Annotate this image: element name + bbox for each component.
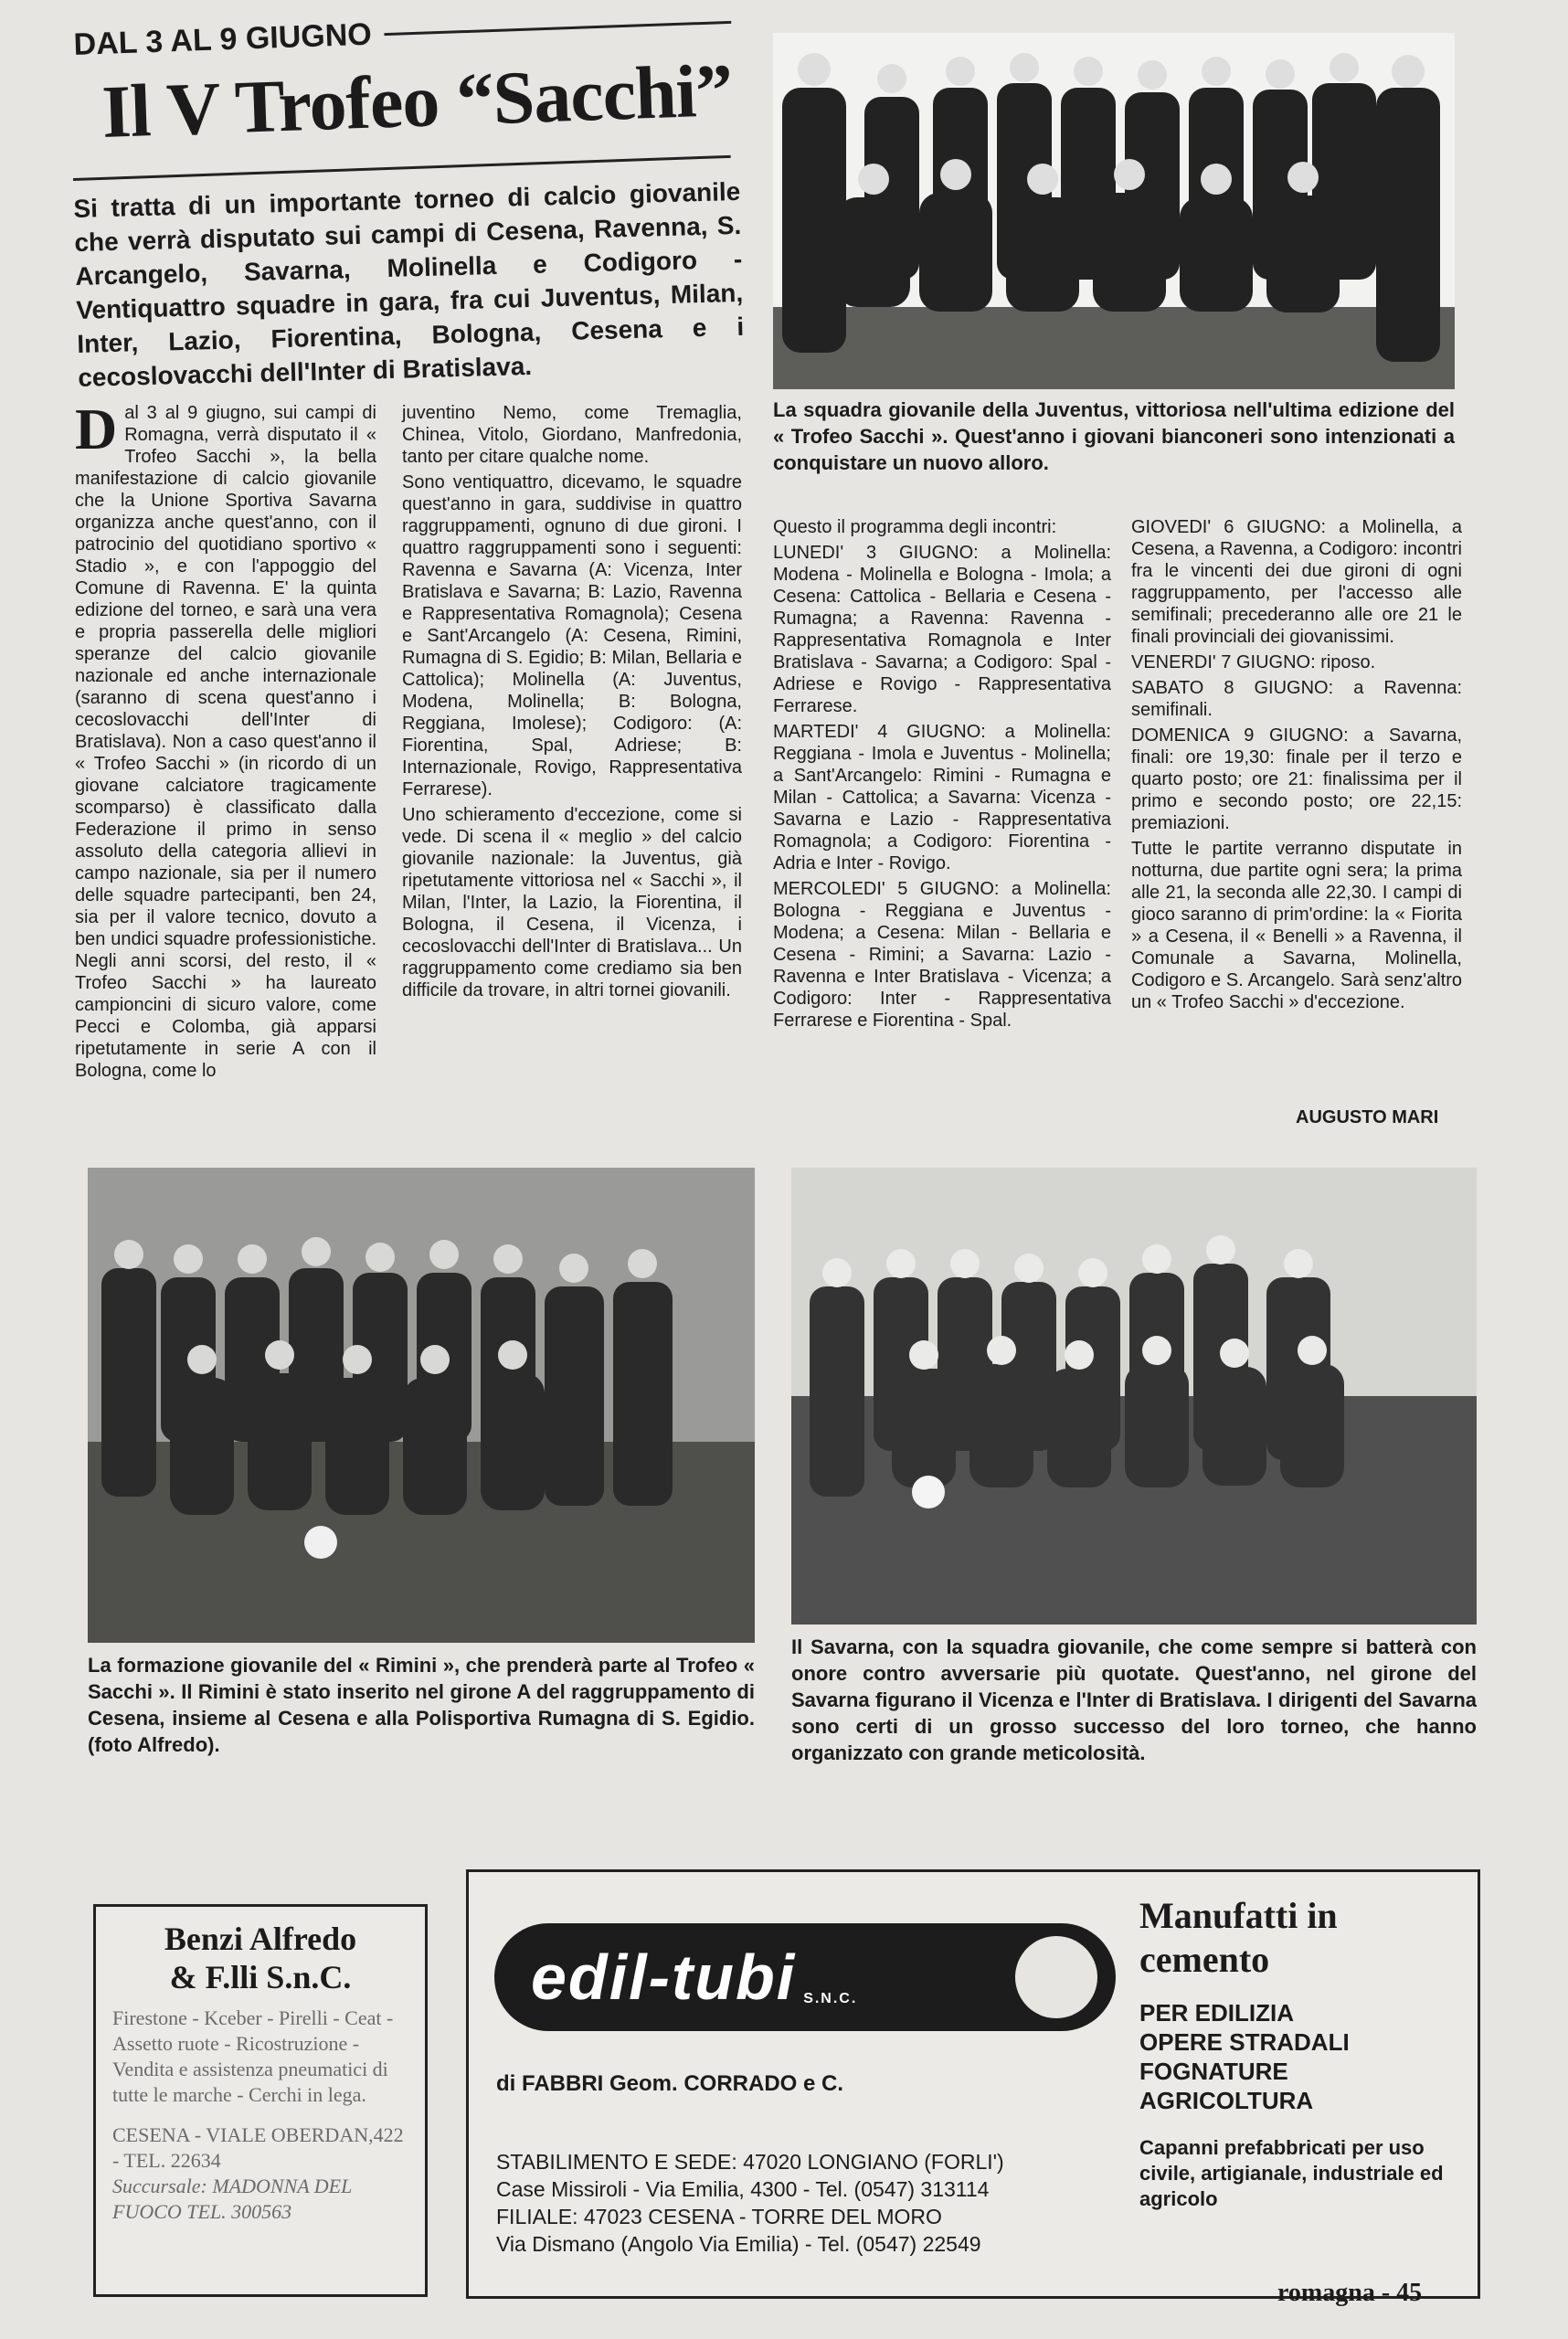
edil-tubi-pipe-icon (1015, 1936, 1097, 2018)
team-photo-illustration (88, 1168, 755, 1643)
article-title: Il V Trofeo “Sacchi” (101, 48, 734, 153)
ad-benzi-body: Firestone - Kceber - Pirelli - Ceat - Assetto ruote - Ricostruzione - Vendita e assistenza pneumatici di tutte le marche - Cerchi in lega. (112, 2006, 394, 2106)
ad-edil-tubi (466, 1869, 1480, 2299)
paragraph: MERCOLEDI' 5 GIUGNO: a Molinella: Bologna - Reggiana e Juventus - Modena; a Cesena: Milan - Bellaria e Cesena - Rimini; a Savarna: Lazio - Ravenna e Inter Bratislava - Vicenza; a Codigoro: Inter - Rappresentativa Ferrarese e Fiorentina - Spal. (773, 879, 1111, 1031)
caption-juventus: La squadra giovanile della Juventus, vittoriosa nell'ultima edizione del « Trofeo Sacchi ». Quest'anno i giovani bianconeri sono intenzionati a conquistare un nuovo alloro. (773, 398, 1455, 474)
edil-tubi-addresses (496, 2148, 1127, 2258)
paragraph: Sono ventiquattro, dicevamo, le squadre quest'anno in gara, suddivise in quattro raggruppamenti, ognuno di due gironi. I quattro raggruppamenti sono i seguenti: Ravenna e Savarna (A: Vicenza, Inter Bratislava e Savarna; B: Lazio, Ravenna e Rappresentativa Romagnola); Cesena e Sant'Arcangelo (A: Cesena, Rimini, Rumagna di S. Egidio; B: Milan, Bellaria e Cattolica); Molinella (A: Juventus, Modena, Molinella; B: Bologna, Reggiana, Imolese); Codigoro: (A: Fiorentina, Spal, Adriese; B: Internazionale, Rovigo, Rappresentativa Ferrarese). (402, 472, 742, 799)
caption-rimini: La formazione giovanile del « Rimini », che prenderà parte al Trofeo « Sacchi ». Il Rimini è stato inserito nel girone A del raggruppamento di Cesena, insieme al Cesena e alla Polisportiva Rumagna di S. Egidio. (foto Alfredo). (88, 1654, 755, 1756)
paragraph: DOMENICA 9 GIUGNO: a Savarna, finali: ore 19,30: finale per il terzo e quarto posto; ore 21: finalissima per il primo e secondo posto; ore 22,15: premiazioni. (1131, 725, 1462, 833)
paragraph: VENERDI' 7 GIUGNO: riposo. (1131, 652, 1376, 672)
ad-benzi-title-line2: & F.lli S.n.C. (169, 1959, 352, 1995)
paragraph: MARTEDI' 4 GIUGNO: a Molinella: Reggiana - Imola e Juventus - Molinella; a Sant'Arcangelo: Rimini - Rumagna e Milan - Cattolica; a Savarna: Vicenza - Savarna e Lazio - Rappresentativa Romagnola; a Codigoro: Fiorentina - Adria e Inter - Rovigo. (773, 722, 1111, 873)
kicker-rule (385, 21, 732, 36)
article-column-3 (773, 516, 1111, 1035)
caption-savarna: Il Savarna, con la squadra giovanile, che come sempre si batterà con onore contro avversarie più quotate. Quest'anno, nel girone del Savarna figurano il Vicenza e l'Inter di Bratislava. I dirigenti del Savarna sono certi di un grosso successo del loro torneo, che hanno organizzato con grande meticolosità. (791, 1635, 1477, 1764)
page-footer (1277, 2279, 1422, 2308)
article-column-1 (75, 397, 376, 1151)
paragraph: juventino Nemo, come Tremaglia, Chinea, Vitolo, Giordano, Manfredonia, tanto per citare qualche nome. (402, 403, 742, 467)
magazine-name: romagna (1277, 2279, 1375, 2307)
photo-juventus-team (773, 33, 1455, 389)
photo-rimini-team (88, 1168, 755, 1643)
ad-benzi-alfredo (93, 1904, 428, 2297)
manufatti-title: Manufatti in cemento (1139, 1895, 1338, 1980)
manufatti-item: AGRICOLTURA (1139, 2087, 1314, 2114)
article-kicker: DAL 3 AL 9 GIUGNO (73, 5, 732, 63)
paragraph: GIOVEDI' 6 GIUGNO: a Molinella, a Cesena, a Ravenna, a Codigoro: incontri fra le vincenti dei due gironi di ogni raggruppamento, per l'accesso alle semifinali; precederanno alle ore 21 le finali provinciali dei giovanissimi. (1131, 517, 1462, 647)
edil-tubi-owner: di FABBRI Geom. CORRADO e C. (496, 2071, 844, 2096)
manufatti-item: FOGNATURE (1139, 2058, 1288, 2085)
paragraph: Questo il programma degli incontri: (773, 517, 1057, 537)
article-column-4 (1131, 516, 1462, 1017)
address-line: STABILIMENTO E SEDE: 47020 LONGIANO (FORLI') (496, 2150, 1004, 2174)
team-photo-illustration (773, 33, 1455, 389)
page-number: 45 (1396, 2279, 1423, 2307)
edil-tubi-logo: edil-tubi S.N.C. (494, 1923, 1116, 2031)
footer-separator: - (1381, 2279, 1391, 2307)
article-byline: AUGUSTO MARI (1296, 1107, 1439, 1127)
address-line: FILIALE: 47023 CESENA - TORRE DEL MORO (496, 2205, 942, 2228)
paragraph: LUNEDI' 3 GIUGNO: a Molinella: Modena - Molinella e Bologna - Imola; a Cesena: Cattolica - Bellaria e Cesena - Rumagna; a Ravenna: Ravenna - Rappresentativa Romagnola e Inter Bratislava - Savarna; a Codigoro: Spal - Adriese e Rovigo - Rappresentativa Ferrarese. (773, 543, 1111, 716)
drop-cap: D (75, 397, 118, 461)
team-photo-illustration (791, 1168, 1477, 1625)
address-line: Case Missiroli - Via Emilia, 4300 - Tel. (0547) 313114 (496, 2177, 990, 2201)
ad-benzi-address: CESENA - VIALE OBERDAN,422 - TEL. 22634 (112, 2123, 404, 2172)
article-column-2 (402, 402, 742, 1005)
paragraph: Uno schieramento d'eccezione, come si vede. Di scena il « meglio » del calcio giovanile nazionale: la Juventus, già ripetutamente vittoriosa nel « Sacchi », il Milan, l'Inter, la Lazio, la Fiorentina, il Bologna, il Cesena, il Vicenza, i cecoslovacchi dell'Inter di Bratislava... Un raggruppamento come crediamo sia ben difficile da trovare, in altri tornei giovanili. (402, 805, 742, 1000)
manufatti-note: Capanni prefabbricati per uso civile, artigianale, industriale ed agricolo (1139, 2136, 1444, 2210)
manufatti-item: OPERE STRADALI (1139, 2028, 1350, 2056)
paragraph: Tutte le partite verranno disputate in notturna, due partite ogni sera; la prima alle 21, la seconda alle 22,30. I campi di gioco saranno di prim'ordine: la « Fiorita » a Cesena, il « Benelli » a Ravenna, il Comunale a Savarna, Molinella, Codigoro e S. Arcangelo. Sarà senz'altro un « Trofeo Sacchi » d'eccezione. (1131, 839, 1462, 1012)
manufatti-list (1139, 1998, 1459, 2115)
ad-manufatti (1139, 1894, 1459, 2212)
column-1-text: al 3 al 9 giugno, sui campi di Romagna, verrà disputato il « Trofeo Sacchi », la bella manifestazione di calcio giovanile che la Unione Sportiva Savarna organizza anche quest'anno, con il patrocinio del quotidiano sportivo « Stadio », e con l'appoggio del Comune di Ravenna. E' la quinta edizione del torneo, e sarà una vera e propria passerella delle migliori speranze del calcio giovanile nazionale ed anche internazionale (saranno di scena quest'anno i cecoslovacchi dell'Inter di Bratislava). Non a caso quest'anno il « Trofeo Sacchi » (in ricordo di un giovane calciatore tragicamente scomparso) è classificato dalla Federazione il primo in senso assoluto della categoria allievi in campo nazionale, sia per il numero delle squadre partecipanti, ben 24, sia per il valore tecnico, dovuto a ben undici squadre professionistiche. Negli anni scorsi, del resto, il « Trofeo Sacchi » ha laureato campioncini di sicuro valore, come Pecci e Colomba, già apparsi ripetutamente in serie A con il Bologna, come lo (75, 403, 376, 1081)
ad-benzi-branch: Succursale: MADONNA DEL FUOCO TEL. 300563 (112, 2175, 352, 2223)
article-lead: Si tratta di un importante torneo di calcio giovanile che verrà disputato sui campi di Cesena, Ravenna, S. Arcangelo, Savarna, Molinella e Codigoro - Ventiquattro squadre in gara, fra cui Juventus, Milan, Inter, Lazio, Fiorentina, Bologna, Cesena e i cecoslovacchi dell'Inter di Bratislava. (73, 176, 745, 392)
ad-benzi-title-line1: Benzi Alfredo (164, 1921, 357, 1957)
address-line: Via Dismano (Angolo Via Emilia) - Tel. (0547) 22549 (496, 2232, 981, 2256)
photo-savarna-team (791, 1168, 1477, 1625)
manufatti-item: PER EDILIZIA (1139, 1999, 1295, 2027)
paragraph: SABATO 8 GIUGNO: a Ravenna: semifinali. (1131, 678, 1462, 720)
edil-tubi-logo-wrap (494, 1923, 1116, 2042)
